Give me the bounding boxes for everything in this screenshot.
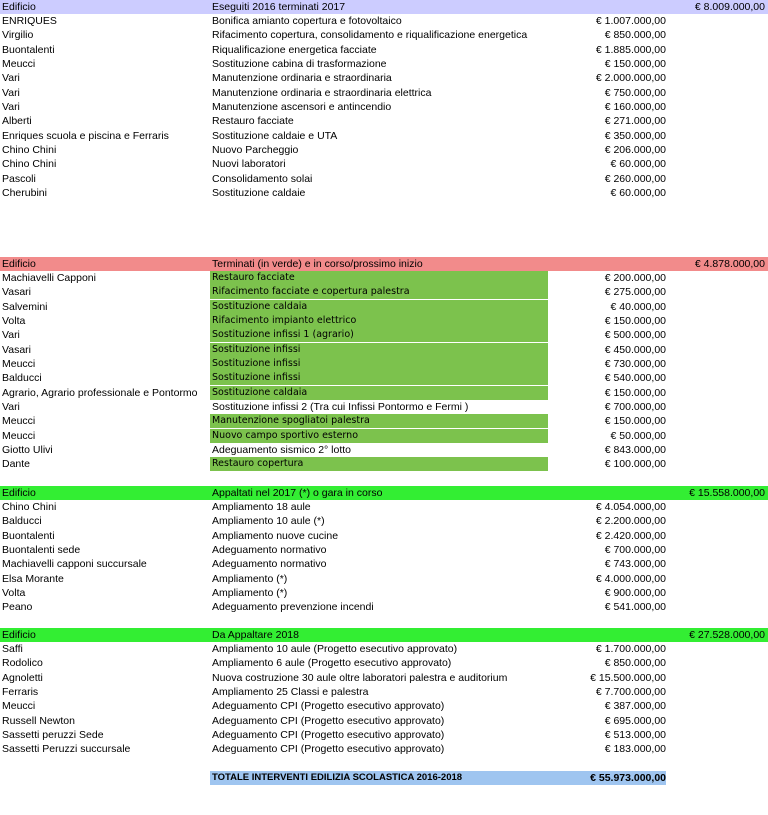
amount-cell: € 15.500.000,00 — [590, 671, 666, 684]
work-cell: Ampliamento (*) — [212, 586, 288, 599]
work-cell: Sostituzione infissi 1 (agrario) — [210, 328, 548, 342]
table-row — [0, 685, 768, 699]
amount-cell: € 500.000,00 — [604, 329, 666, 342]
table-row — [0, 514, 768, 528]
section-header-s4 — [0, 628, 768, 642]
work-cell: Rifacimento copertura, consolidamento e riqualificazione energetica — [212, 29, 528, 42]
table-row — [0, 357, 768, 371]
amount-cell: € 2.200.000,00 — [595, 515, 666, 528]
building-cell: Rodolico — [2, 657, 43, 670]
work-cell: Restauro facciate — [212, 115, 294, 128]
building-cell: Meucci — [2, 415, 36, 428]
table-row — [0, 328, 768, 342]
work-cell: Sostituzione infissi — [210, 357, 548, 371]
amount-cell: € 60.000,00 — [610, 186, 666, 199]
amount-cell: € 730.000,00 — [604, 357, 666, 370]
building-cell: Enriques scuola e piscina e Ferraris — [2, 129, 169, 142]
building-cell: Buontalenti sede — [2, 543, 81, 556]
building-cell: Salvemini — [2, 300, 48, 313]
building-cell: ENRIQUES — [2, 15, 57, 27]
table-row — [0, 186, 768, 200]
work-cell: Riqualificazione energetica facciate — [212, 43, 377, 56]
amount-cell: € 1.885.000,00 — [595, 43, 666, 56]
amount-cell: € 541.000,00 — [604, 601, 666, 614]
work-cell: Adeguamento prevenzione incendi — [212, 601, 374, 614]
section-header-s3 — [0, 486, 768, 500]
header-section-title: Appaltati nel 2017 (*) o gara in corso — [212, 487, 383, 499]
building-cell: Peano — [2, 601, 33, 614]
building-cell: Meucci — [2, 57, 36, 70]
amount-cell: € 750.000,00 — [604, 86, 666, 99]
table-row — [0, 429, 768, 443]
amount-cell: € 2.420.000,00 — [595, 529, 666, 542]
work-cell: Manutenzione ordinaria e straordinaria — [212, 72, 392, 85]
table-row — [0, 28, 768, 42]
amount-cell: € 450.000,00 — [604, 343, 666, 356]
amount-cell: € 387.000,00 — [604, 700, 666, 713]
building-cell: Vari — [2, 329, 20, 342]
building-cell: Alberti — [2, 115, 32, 128]
table-row — [0, 43, 768, 57]
table-row — [0, 57, 768, 71]
table-row — [0, 100, 768, 114]
building-cell: Meucci — [2, 700, 36, 713]
building-cell: Chino Chini — [2, 158, 57, 171]
table-row — [0, 600, 768, 614]
table-row — [0, 129, 768, 143]
building-cell: Saffi — [2, 643, 23, 655]
amount-cell: € 160.000,00 — [604, 100, 666, 113]
building-cell: Meucci — [2, 429, 36, 442]
amount-cell: € 271.000,00 — [604, 115, 666, 128]
building-cell: Machiavelli Capponi — [2, 272, 96, 284]
work-cell: Ampliamento (*) — [212, 572, 288, 585]
grand-total-amount: € 55.973.000,00 — [548, 771, 666, 785]
amount-cell: € 150.000,00 — [604, 57, 666, 70]
table-row — [0, 586, 768, 600]
header-section-total: € 15.558.000,00 — [689, 487, 765, 499]
work-cell: Restauro facciate — [210, 271, 548, 285]
table-row — [0, 742, 768, 756]
amount-cell: € 695.000,00 — [604, 714, 666, 727]
table-row — [0, 728, 768, 742]
amount-cell: € 50.000,00 — [610, 429, 666, 442]
building-cell: Giotto Ulivi — [2, 443, 53, 456]
work-cell: Sostituzione caldaia — [210, 386, 548, 400]
work-cell: Rifacimento facciate e copertura palestra — [210, 285, 548, 299]
header-building-label: Edificio — [2, 629, 36, 641]
amount-cell: € 200.000,00 — [604, 272, 666, 284]
amount-cell: € 700.000,00 — [604, 543, 666, 556]
amount-cell: € 150.000,00 — [604, 415, 666, 428]
amount-cell: € 40.000,00 — [610, 300, 666, 313]
table-row — [0, 443, 768, 457]
building-cell: Sassetti peruzzi Sede — [2, 728, 104, 741]
amount-cell: € 900.000,00 — [604, 586, 666, 599]
work-cell: Adeguamento normativo — [212, 558, 327, 571]
table-row — [0, 386, 768, 400]
table-row — [0, 572, 768, 586]
amount-cell: € 350.000,00 — [604, 129, 666, 142]
work-cell: Adeguamento CPI (Progetto esecutivo approvato) — [212, 743, 445, 756]
table-row — [0, 71, 768, 85]
building-cell: Buontalenti — [2, 43, 55, 56]
work-cell: Manutenzione ascensori e antincendio — [212, 100, 392, 113]
amount-cell: € 700.000,00 — [604, 400, 666, 413]
amount-cell: € 275.000,00 — [604, 286, 666, 299]
building-cell: Virgilio — [2, 29, 34, 42]
amount-cell: € 2.000.000,00 — [595, 72, 666, 85]
work-cell: Sostituzione caldaie — [212, 186, 306, 199]
amount-cell: € 100.000,00 — [604, 458, 666, 471]
table-row — [0, 300, 768, 314]
building-cell: Vari — [2, 86, 20, 99]
table-row — [0, 557, 768, 571]
amount-cell: € 1.007.000,00 — [595, 15, 666, 27]
header-section-title: Da Appaltare 2018 — [212, 629, 299, 641]
table-row — [0, 172, 768, 186]
building-cell: Vasari — [2, 286, 31, 299]
header-building-label: Edificio — [2, 487, 36, 499]
work-cell: Sostituzione infissi 2 (Tra cui Infissi Pontormo e Fermi ) — [212, 400, 469, 413]
building-cell: Russell Newton — [2, 714, 75, 727]
work-cell: Sostituzione infissi — [210, 371, 548, 385]
grand-total-row — [0, 771, 768, 785]
table-row — [0, 671, 768, 685]
header-section-title: Terminati (in verde) e in corso/prossimo inizio — [212, 258, 423, 270]
amount-cell: € 183.000,00 — [604, 743, 666, 756]
work-cell: Ampliamento 6 aule (Progetto esecutivo approvato) — [212, 657, 452, 670]
amount-cell: € 150.000,00 — [604, 314, 666, 327]
header-building-label: Edificio — [2, 258, 36, 270]
amount-cell: € 850.000,00 — [604, 657, 666, 670]
building-cell: Ferraris — [2, 685, 39, 698]
work-cell: Nuova costruzione 30 aule oltre laboratori palestra e auditorium — [212, 671, 508, 684]
work-cell: Sostituzione infissi — [210, 343, 548, 357]
table-row — [0, 699, 768, 713]
work-cell: Ampliamento 18 aule — [212, 501, 311, 513]
work-cell: Rifacimento impianto elettrico — [210, 314, 548, 328]
work-cell: Nuovo campo sportivo esterno — [210, 429, 548, 443]
table-row — [0, 157, 768, 171]
work-cell: Sostituzione caldaie e UTA — [212, 129, 338, 142]
building-cell: Volta — [2, 586, 26, 599]
table-row — [0, 529, 768, 543]
amount-cell: € 60.000,00 — [610, 158, 666, 171]
table-row — [0, 285, 768, 299]
work-cell: Adeguamento sismico 2° lotto — [212, 443, 352, 456]
work-cell: Adeguamento CPI (Progetto esecutivo approvato) — [212, 714, 445, 727]
building-cell: Chino Chini — [2, 501, 57, 513]
work-cell: Adeguamento CPI (Progetto esecutivo approvato) — [212, 700, 445, 713]
building-cell: Dante — [2, 458, 31, 471]
building-cell: Meucci — [2, 357, 36, 370]
building-cell: Vari — [2, 72, 20, 85]
building-cell: Machiavelli capponi succursale — [2, 558, 147, 571]
work-cell: Nuovi laboratori — [212, 158, 286, 171]
table-row — [0, 642, 768, 656]
amount-cell: € 4.054.000,00 — [595, 501, 666, 513]
work-cell: Manutenzione ordinaria e straordinaria elettrica — [212, 86, 432, 99]
table-row — [0, 314, 768, 328]
amount-cell: € 513.000,00 — [604, 728, 666, 741]
building-cell: Vari — [2, 100, 20, 113]
table-row — [0, 14, 768, 28]
table-row — [0, 656, 768, 670]
work-cell: Consolidamento solai — [212, 172, 313, 185]
work-cell: Restauro copertura — [210, 457, 548, 471]
table-row — [0, 271, 768, 285]
amount-cell: € 540.000,00 — [604, 372, 666, 385]
work-cell: Ampliamento 25 Classi e palestra — [212, 685, 369, 698]
table-row — [0, 414, 768, 428]
section-header-s1 — [0, 0, 768, 14]
header-building-label: Edificio — [2, 1, 36, 13]
work-cell: Ampliamento nuove cucine — [212, 529, 339, 542]
building-cell: Vari — [2, 400, 20, 413]
table-row — [0, 114, 768, 128]
amount-cell: € 150.000,00 — [604, 386, 666, 399]
work-cell: Sostituzione caldaia — [210, 300, 548, 314]
amount-cell: € 743.000,00 — [604, 558, 666, 571]
building-cell: Sassetti Peruzzi succursale — [2, 743, 131, 756]
building-cell: Balducci — [2, 372, 42, 385]
amount-cell: € 850.000,00 — [604, 29, 666, 42]
header-section-title: Eseguiti 2016 terminati 2017 — [212, 1, 346, 13]
amount-cell: € 843.000,00 — [604, 443, 666, 456]
work-cell: Manutenzione spogliatoi palestra — [210, 414, 548, 428]
table-row — [0, 143, 768, 157]
grand-total-label: TOTALE INTERVENTI EDILIZIA SCOLASTICA 2016-2018 — [210, 771, 548, 785]
amount-cell: € 4.000.000,00 — [595, 572, 666, 585]
section-header-s2 — [0, 257, 768, 271]
amount-cell: € 1.700.000,00 — [595, 643, 666, 655]
table-row — [0, 371, 768, 385]
work-cell: Ampliamento 10 aule (Progetto esecutivo approvato) — [212, 643, 458, 655]
header-section-total: € 8.009.000,00 — [694, 1, 765, 13]
building-cell: Balducci — [2, 515, 42, 528]
table-row — [0, 543, 768, 557]
table-row — [0, 714, 768, 728]
building-cell: Agrario, Agrario professionale e Pontormo — [2, 386, 198, 399]
work-cell: Nuovo Parcheggio — [212, 143, 299, 156]
header-section-total: € 27.528.000,00 — [689, 629, 765, 641]
building-cell: Chino Chini — [2, 143, 57, 156]
building-cell: Agnoletti — [2, 671, 43, 684]
table-row — [0, 400, 768, 414]
table-row — [0, 86, 768, 100]
work-cell: Sostituzione cabina di trasformazione — [212, 57, 387, 70]
work-cell: Bonifica amianto copertura e fotovoltaico — [212, 15, 402, 27]
amount-cell: € 206.000,00 — [604, 143, 666, 156]
amount-cell: € 260.000,00 — [604, 172, 666, 185]
work-cell: Ampliamento 10 aule (*) — [212, 515, 325, 528]
table-row — [0, 343, 768, 357]
building-cell: Buontalenti — [2, 529, 55, 542]
amount-cell: € 7.700.000,00 — [595, 685, 666, 698]
work-cell: Adeguamento CPI (Progetto esecutivo approvato) — [212, 728, 445, 741]
table-row — [0, 457, 768, 471]
building-cell: Volta — [2, 314, 26, 327]
table-row — [0, 500, 768, 514]
work-cell: Adeguamento normativo — [212, 543, 327, 556]
building-cell: Cherubini — [2, 186, 47, 199]
building-cell: Pascoli — [2, 172, 36, 185]
building-cell: Vasari — [2, 343, 31, 356]
header-section-total: € 4.878.000,00 — [694, 258, 765, 270]
building-cell: Elsa Morante — [2, 572, 64, 585]
